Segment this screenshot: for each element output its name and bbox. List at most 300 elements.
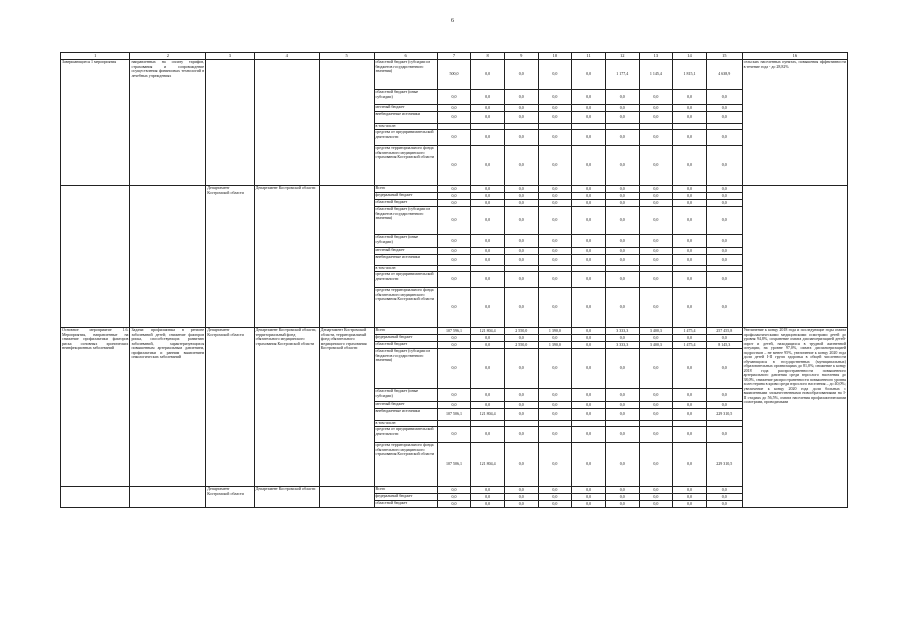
amount-cell: 0,0 <box>706 255 742 266</box>
amount-cell: 0,0 <box>706 193 742 200</box>
amount-cell: 0,0 <box>437 272 471 288</box>
co-executor: Департамент Костромской области <box>254 487 319 508</box>
amount-cell: 0,0 <box>572 389 606 402</box>
amount-cell: 0,0 <box>639 146 673 186</box>
amount-cell: 0,0 <box>437 389 471 402</box>
column-number: 12 <box>605 53 639 60</box>
amount-cell: 0,0 <box>673 335 707 342</box>
table-body <box>61 53 848 508</box>
amount-cell: 0,0 <box>538 402 572 409</box>
amount-cell: 0,0 <box>572 443 606 487</box>
amount-cell: 0,0 <box>572 328 606 335</box>
amount-cell: 0,0 <box>538 501 572 508</box>
column-number: 2 <box>130 53 206 60</box>
amount-cell: 0,0 <box>572 272 606 288</box>
column-number: 13 <box>639 53 673 60</box>
amount-cell: 0,0 <box>572 112 606 124</box>
amount-cell: 0,0 <box>673 105 707 112</box>
amount-cell: 0,0 <box>673 494 707 501</box>
amount-cell: 0,0 <box>605 443 639 487</box>
amount-cell: 229 310,5 <box>706 443 742 487</box>
amount-cell: 2 550,0 <box>504 342 538 349</box>
amount-cell: 0,0 <box>706 501 742 508</box>
amount-cell: 0,0 <box>538 349 572 389</box>
amount-cell: 0,0 <box>437 402 471 409</box>
amount-cell: 0,0 <box>572 427 606 443</box>
funding-source: областной бюджет (иные субсидии) <box>374 235 437 248</box>
column-number: 16 <box>742 53 847 60</box>
amount-cell: 0,0 <box>639 193 673 200</box>
amount-cell: 0,0 <box>706 335 742 342</box>
amount-cell: 0,0 <box>673 402 707 409</box>
amount-cell: 0,0 <box>605 501 639 508</box>
amount-cell: 0,0 <box>538 60 572 90</box>
column-number: 7 <box>437 53 471 60</box>
amount-cell: 107 506,1 <box>437 409 471 421</box>
amount-cell: 0,0 <box>538 443 572 487</box>
amount-cell: 0,0 <box>706 389 742 402</box>
amount-cell: 0,0 <box>538 288 572 328</box>
amount-cell: 1 390,0 <box>538 342 572 349</box>
amount-cell: 0,0 <box>639 248 673 255</box>
amount-cell: 0,0 <box>471 200 505 207</box>
amount-cell: 0,0 <box>572 186 606 193</box>
amount-cell: 121 804,4 <box>471 443 505 487</box>
amount-cell: 0,0 <box>706 248 742 255</box>
amount-cell: 0,0 <box>572 207 606 235</box>
column-number: 3 <box>206 53 254 60</box>
expected-result: сельских населенных пунктах, повышения эффективности в течение года - до 28,82% <box>742 60 847 186</box>
amount-cell: 0,0 <box>639 288 673 328</box>
amount-cell: 0,0 <box>538 193 572 200</box>
responsible-executor: Департамент Костромской области <box>206 328 254 487</box>
amount-cell: 0,0 <box>504 60 538 90</box>
amount-cell: 3 333,3 <box>605 342 639 349</box>
amount-cell: 0,0 <box>504 90 538 105</box>
amount-cell: 0,0 <box>471 494 505 501</box>
funding-source: в том числе: <box>374 266 437 272</box>
amount-cell: 0,0 <box>504 112 538 124</box>
amount-cell: 0,0 <box>437 427 471 443</box>
table-row <box>61 186 848 193</box>
funding-source: в том числе: <box>374 124 437 130</box>
funding-source: Всего <box>374 328 437 335</box>
amount-cell: 0,0 <box>572 193 606 200</box>
amount-cell: 0,0 <box>437 255 471 266</box>
amount-cell: 0,0 <box>437 105 471 112</box>
amount-cell: 0,0 <box>639 443 673 487</box>
empty-cell <box>130 487 206 508</box>
funding-source: областной бюджет (субсидии из бюджетов государственного значения) <box>374 207 437 235</box>
amount-cell: 0,0 <box>605 349 639 389</box>
amount-cell: 0,0 <box>706 90 742 105</box>
funding-source: внебюджетные источники <box>374 112 437 124</box>
column-number: 9 <box>504 53 538 60</box>
column-number: 14 <box>673 53 707 60</box>
amount-cell: 0,0 <box>572 335 606 342</box>
amount-cell: 3 333,3 <box>605 328 639 335</box>
activity-goal: Задачи: профилактика в регионе заболеваний детей; снижение факторов риска, способствующих развитию заболеваний, характеризующихся повышенным артериальным давлением, профилактики и ранним выявлением онкологических заболеваний <box>130 328 206 487</box>
co-executor: Департамент Костромской области <box>254 186 319 328</box>
funding-source: областной бюджет <box>374 342 437 349</box>
amount-cell: 0,0 <box>673 255 707 266</box>
table-row <box>61 328 848 335</box>
amount-cell: 1 475,4 <box>673 342 707 349</box>
amount-cell: 0,0 <box>639 349 673 389</box>
amount-cell: 0,0 <box>605 130 639 146</box>
amount-cell: 0,0 <box>538 130 572 146</box>
amount-cell: 0,0 <box>605 146 639 186</box>
amount-cell: 0,0 <box>572 130 606 146</box>
amount-cell: 0,0 <box>639 130 673 146</box>
amount-cell: 0,0 <box>471 501 505 508</box>
amount-cell: 0,0 <box>639 402 673 409</box>
amount-cell: 0,0 <box>673 248 707 255</box>
funding-source: областной бюджет (иные субсидии) <box>374 90 437 105</box>
amount-cell: 3 400,3 <box>639 342 673 349</box>
amount-cell: 0,0 <box>572 255 606 266</box>
amount-cell: 0,0 <box>572 349 606 389</box>
funding-source: средства территориального фонда обязательного медицинского страхования Костромской области <box>374 146 437 186</box>
funding-source: внебюджетные источники <box>374 255 437 266</box>
amount-cell: 4 638,9 <box>706 60 742 90</box>
empty-cell <box>254 60 319 186</box>
table-row <box>61 60 848 90</box>
table-row <box>61 487 848 494</box>
amount-cell: 0,0 <box>673 207 707 235</box>
amount-cell: 0,0 <box>639 105 673 112</box>
empty-cell <box>319 60 374 186</box>
amount-cell: 0,0 <box>504 193 538 200</box>
amount-cell: 0,0 <box>706 272 742 288</box>
amount-cell: 1 145,4 <box>639 60 673 90</box>
amount-cell: 0,0 <box>437 235 471 248</box>
amount-cell: 0,0 <box>706 146 742 186</box>
amount-cell: 0,0 <box>572 60 606 90</box>
amount-cell: 0,0 <box>538 105 572 112</box>
amount-cell: 0,0 <box>437 288 471 328</box>
amount-cell: 0,0 <box>605 335 639 342</box>
page-number: 6 <box>451 18 454 24</box>
amount-cell: 0,0 <box>471 90 505 105</box>
amount-cell: 0,0 <box>605 402 639 409</box>
amount-cell: 0,0 <box>605 389 639 402</box>
amount-cell: 0,0 <box>437 90 471 105</box>
funding-source: внебюджетные источники <box>374 409 437 421</box>
amount-cell: 0,0 <box>673 349 707 389</box>
amount-cell: 0,0 <box>538 494 572 501</box>
amount-cell: 0,0 <box>605 487 639 494</box>
amount-cell: 0,0 <box>504 186 538 193</box>
amount-cell: 0,0 <box>437 146 471 186</box>
amount-cell: 0,0 <box>471 130 505 146</box>
amount-cell: 0,0 <box>504 389 538 402</box>
amount-cell: 0,0 <box>639 186 673 193</box>
empty-cell <box>61 487 130 508</box>
amount-cell: 0,0 <box>605 200 639 207</box>
funding-source: Всего <box>374 186 437 193</box>
amount-cell: 0,0 <box>538 248 572 255</box>
amount-cell: 0,0 <box>673 409 707 421</box>
amount-cell: 0,0 <box>471 272 505 288</box>
amount-cell: 0,0 <box>437 112 471 124</box>
amount-cell: 0,0 <box>673 112 707 124</box>
program-budget-table <box>60 52 848 508</box>
funding-source: федеральный бюджет <box>374 193 437 200</box>
funding-source: в том числе: <box>374 421 437 427</box>
amount-cell: 8 145,3 <box>706 342 742 349</box>
amount-cell: 0,0 <box>572 105 606 112</box>
amount-cell: 0,0 <box>437 200 471 207</box>
amount-cell: 0,0 <box>706 130 742 146</box>
amount-cell: 0,0 <box>471 389 505 402</box>
amount-cell: 0,0 <box>504 200 538 207</box>
column-number: 15 <box>706 53 742 60</box>
column-number: 5 <box>319 53 374 60</box>
empty-cell <box>319 487 374 508</box>
amount-cell: 0,0 <box>572 402 606 409</box>
amount-cell: 0,0 <box>504 146 538 186</box>
amount-cell: 0,0 <box>437 193 471 200</box>
amount-cell: 0,0 <box>471 235 505 248</box>
amount-cell: 0,0 <box>504 501 538 508</box>
activity-name: Завершающиеся 1 мероприятия <box>61 60 130 186</box>
amount-cell: 0,0 <box>605 105 639 112</box>
amount-cell: 0,0 <box>504 409 538 421</box>
amount-cell: 0,0 <box>437 342 471 349</box>
funding-source: средства от предпринимательской деятельности <box>374 130 437 146</box>
amount-cell: 0,0 <box>673 146 707 186</box>
responsible-executor: Департамент Костромской области <box>206 487 254 508</box>
amount-cell: 0,0 <box>471 288 505 328</box>
amount-cell: 0,0 <box>673 193 707 200</box>
amount-cell: 0,0 <box>706 200 742 207</box>
amount-cell: 0,0 <box>706 494 742 501</box>
amount-cell: 0,0 <box>639 235 673 248</box>
amount-cell: 0,0 <box>437 186 471 193</box>
column-number: 6 <box>374 53 437 60</box>
amount-cell: 107 596,1 <box>437 328 471 335</box>
amount-cell: 0,0 <box>605 248 639 255</box>
amount-cell: 0,0 <box>471 342 505 349</box>
amount-cell: 0,0 <box>471 427 505 443</box>
amount-cell: 0,0 <box>471 248 505 255</box>
amount-cell: 0,0 <box>504 235 538 248</box>
amount-cell: 0,0 <box>572 487 606 494</box>
amount-cell: 0,0 <box>639 207 673 235</box>
amount-cell: 0,0 <box>504 487 538 494</box>
amount-cell: 0,0 <box>605 90 639 105</box>
amount-cell: 0,0 <box>471 146 505 186</box>
amount-cell: 0,0 <box>504 248 538 255</box>
amount-cell: 0,0 <box>572 501 606 508</box>
amount-cell: 3 400,3 <box>639 328 673 335</box>
amount-cell: 0,0 <box>639 112 673 124</box>
amount-cell: 0,0 <box>639 389 673 402</box>
amount-cell: 0,0 <box>471 255 505 266</box>
amount-cell: 0,0 <box>639 409 673 421</box>
amount-cell: 0,0 <box>437 494 471 501</box>
funding-source: областной бюджет (субсидии из бюджетов государственного значения) <box>374 349 437 389</box>
amount-cell: 0,0 <box>538 146 572 186</box>
column-number: 1 <box>61 53 130 60</box>
amount-cell: 0,0 <box>504 427 538 443</box>
amount-cell: 0,0 <box>605 112 639 124</box>
amount-cell: 229 310,5 <box>706 409 742 421</box>
amount-cell: 0,0 <box>437 349 471 389</box>
amount-cell: 0,0 <box>605 255 639 266</box>
funding-source: Всего <box>374 487 437 494</box>
expected-result: Увеличение к концу 2018 года и последующие годы охвата профилактическими медицинскими осмотрами детей до уровня 94,8%, сохранение охвата диспансеризацией детей-сирот и детей, находящихся в трудной жизненной ситуации, на уровне 97,0%, охвата диспансеризацией подростков – не менее 95%, увеличение к концу 2020 года доли детей I-II групп здоровья в общей численности обучающихся в государственных (муниципальных) образовательных организациях до 81,0%; снижение к концу 2018 года распространенности повышенного артериального давления среди взрослого населения до 38,0%, снижение распространенности повышенного уровня холестерина в крови среди взрослого населения – до 40,0%; увеличение к концу 2020 года доли больных с выявленными злокачественными новообразованиями на I-II стадиях до 56,5%, охвата населения профилактическими осмотрами, проводимыми <box>742 328 847 508</box>
funding-source: средства от предпринимательской деятельности <box>374 427 437 443</box>
amount-cell: 0,0 <box>572 146 606 186</box>
funding-source: федеральный бюджет <box>374 494 437 501</box>
amount-cell: 0,0 <box>605 427 639 443</box>
amount-cell: 0,0 <box>538 235 572 248</box>
amount-cell: 107 506,1 <box>437 443 471 487</box>
amount-cell: 0,0 <box>471 105 505 112</box>
column-number: 11 <box>572 53 606 60</box>
funding-source: областной бюджет <box>374 200 437 207</box>
amount-cell: 0,0 <box>504 349 538 389</box>
amount-cell: 0,0 <box>673 487 707 494</box>
amount-cell: 0,0 <box>538 90 572 105</box>
funding-source: средства территориального фонда обязательного медицинского страхования Костромской области <box>374 443 437 487</box>
amount-cell: 0,0 <box>706 288 742 328</box>
amount-cell: 0,0 <box>639 501 673 508</box>
amount-cell: 0,0 <box>673 443 707 487</box>
amount-cell: 0,0 <box>673 235 707 248</box>
amount-cell: 0,0 <box>639 90 673 105</box>
column-number: 10 <box>538 53 572 60</box>
amount-cell: 0,0 <box>673 90 707 105</box>
amount-cell: 0,0 <box>605 207 639 235</box>
amount-cell: 0,0 <box>471 487 505 494</box>
amount-cell: 0,0 <box>437 207 471 235</box>
amount-cell: 1 390,0 <box>538 328 572 335</box>
responsible-executor: Департамент Костромской области <box>206 186 254 328</box>
amount-cell: 0,0 <box>572 494 606 501</box>
funding-source: средства от предпринимательской деятельности <box>374 272 437 288</box>
amount-cell: 0,0 <box>673 130 707 146</box>
funding-source: федеральный бюджет <box>374 335 437 342</box>
empty-cell <box>130 186 206 328</box>
amount-cell: 0,0 <box>504 288 538 328</box>
amount-cell: 0,0 <box>673 186 707 193</box>
amount-cell: 0,0 <box>605 235 639 248</box>
amount-cell: 0,0 <box>639 272 673 288</box>
amount-cell: 0,0 <box>706 427 742 443</box>
amount-cell: 0,0 <box>639 335 673 342</box>
empty-cell <box>206 60 254 186</box>
amount-cell: 0,0 <box>605 409 639 421</box>
column-number: 4 <box>254 53 319 60</box>
funding-source: областной бюджет <box>374 501 437 508</box>
amount-cell: 0,0 <box>572 235 606 248</box>
amount-cell: 500,0 <box>437 60 471 90</box>
amount-cell: 0,0 <box>504 207 538 235</box>
amount-cell: 0,0 <box>504 443 538 487</box>
amount-cell: 0,0 <box>673 501 707 508</box>
amount-cell: 0,0 <box>504 494 538 501</box>
amount-cell: 0,0 <box>706 186 742 193</box>
amount-cell: 0,0 <box>639 494 673 501</box>
amount-cell: 0,0 <box>538 487 572 494</box>
funding-source: областной бюджет (иные субсидии) <box>374 389 437 402</box>
amount-cell: 0,0 <box>504 255 538 266</box>
funding-source: местный бюджет <box>374 105 437 112</box>
amount-cell: 0,0 <box>538 186 572 193</box>
amount-cell: 0,0 <box>538 409 572 421</box>
amount-cell: 0,0 <box>673 427 707 443</box>
amount-cell: 2 550,0 <box>504 328 538 335</box>
activity-name: Основное мероприятие 1.6. Мероприятия, направленные на снижение профилактики факторов риска основных хронических неинфекционных заболеваний <box>61 328 130 487</box>
amount-cell: 0,0 <box>572 200 606 207</box>
amount-cell: 121 804,4 <box>471 328 505 335</box>
amount-cell: 0,0 <box>572 409 606 421</box>
amount-cell: 0,0 <box>605 193 639 200</box>
amount-cell: 0,0 <box>639 487 673 494</box>
amount-cell: 0,0 <box>572 288 606 328</box>
amount-cell: 257 455,8 <box>706 328 742 335</box>
amount-cell: 0,0 <box>706 487 742 494</box>
co-executor: Департамент Костромской области, территориальный фонд обязательного медицинского страхования Костромской области <box>254 328 319 487</box>
funding-source: местный бюджет <box>374 402 437 409</box>
amount-cell: 0,0 <box>706 235 742 248</box>
amount-cell: 0,0 <box>538 272 572 288</box>
amount-cell: 0,0 <box>572 90 606 105</box>
activity-goal: направленных на оплату тарифов, страхования и сопровождение осуществления финансовых технологий в лечебных учреждениях <box>130 60 206 186</box>
funding-source: средства территориального фонда обязательного медицинского страхования Костромской области <box>374 288 437 328</box>
amount-cell: 0,0 <box>437 335 471 342</box>
header-row <box>61 53 848 60</box>
amount-cell: 0,0 <box>605 288 639 328</box>
amount-cell: 0,0 <box>504 335 538 342</box>
amount-cell: 0,0 <box>673 200 707 207</box>
amount-cell: 0,0 <box>504 272 538 288</box>
amount-cell: 0,0 <box>639 200 673 207</box>
amount-cell: 0,0 <box>504 105 538 112</box>
amount-cell: 0,0 <box>605 186 639 193</box>
amount-cell: 0,0 <box>504 402 538 409</box>
amount-cell: 0,0 <box>437 487 471 494</box>
empty-cell <box>319 186 374 328</box>
amount-cell: 0,0 <box>673 389 707 402</box>
amount-cell: 0,0 <box>605 272 639 288</box>
empty-cell <box>61 186 130 328</box>
amount-cell: 0,0 <box>471 60 505 90</box>
funding-source: местный бюджет <box>374 248 437 255</box>
amount-cell: 1 815,1 <box>673 60 707 90</box>
amount-cell: 0,0 <box>471 335 505 342</box>
amount-cell: 0,0 <box>639 427 673 443</box>
column-number: 8 <box>471 53 505 60</box>
amount-cell: 0,0 <box>538 389 572 402</box>
amount-cell: 0,0 <box>673 272 707 288</box>
participant: Департамент Костромской области, территориальный фонд обязательного медицинского страхования Костромской области <box>319 328 374 487</box>
amount-cell: 0,0 <box>437 248 471 255</box>
amount-cell: 0,0 <box>471 349 505 389</box>
amount-cell: 121 804,4 <box>471 409 505 421</box>
amount-cell: 0,0 <box>538 335 572 342</box>
amount-cell: 0,0 <box>706 402 742 409</box>
amount-cell: 0,0 <box>706 105 742 112</box>
amount-cell: 1 177,4 <box>605 60 639 90</box>
amount-cell: 0,0 <box>471 402 505 409</box>
amount-cell: 0,0 <box>538 200 572 207</box>
amount-cell: 0,0 <box>639 255 673 266</box>
amount-cell: 0,0 <box>706 112 742 124</box>
